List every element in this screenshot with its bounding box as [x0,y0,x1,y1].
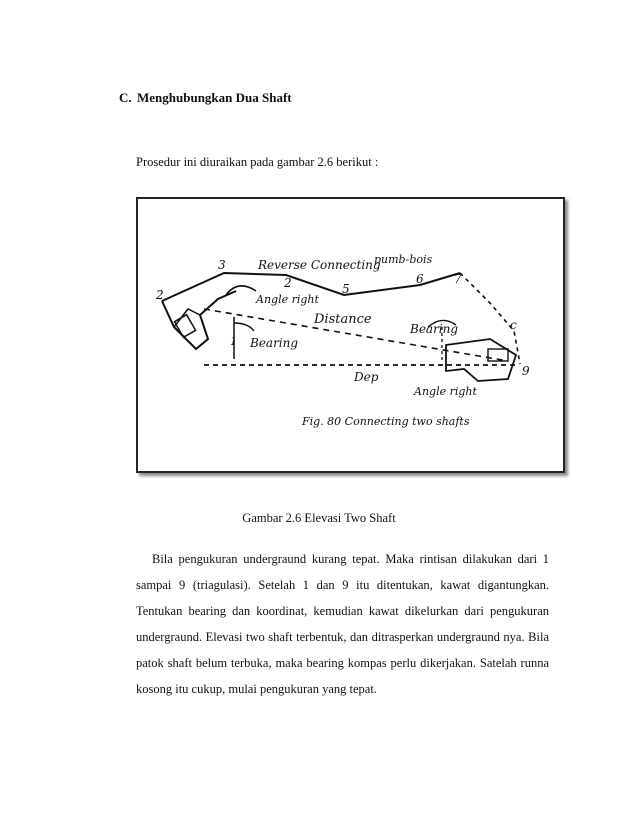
label-reverse: Reverse Connecting [258,258,381,272]
label-distance: Distance [314,312,372,327]
section-title: Menghubungkan Dua Shaft [137,90,292,105]
body-paragraph: Bila pengukuran undergraund kurang tepat. Maka rintisan dilakukan dari 1 sampai 9 (triagulasi). Setelah 1 dan 9 itu ditentukan, kawat digantungkan. Tentukan bearing dan koordinat, kemudian kawat dikelurkan dari pengukuran undergraund. Elevasi two shaft terbentuk, dan ditrasperkan undergraund nya. Bila patok shaft belum terbuka, maka bearing kompas perlu dikerjakan. Satelah runna kosong itu cukup, mulai pengukuran yang tepat. [136,552,549,696]
point-2: 2 [156,288,164,302]
point-7: 7 [454,272,462,286]
point-3: 3 [218,258,226,272]
point-6: 6 [416,272,424,286]
point-5: 5 [342,282,350,296]
shaft-diagram [138,199,563,471]
figure-image [136,197,565,473]
point-9: 9 [522,364,530,378]
label-fig-caption: Fig. 80 Connecting two shafts [302,415,470,428]
point-1: 1 [230,335,237,348]
point-8: c [510,318,517,332]
label-reverse-tail: pumb-bois [374,253,433,266]
label-angle-bottom: Angle right [414,385,477,398]
section-letter: C. [119,90,132,105]
intro-text: Prosedur ini diuraikan pada gambar 2.6 berikut : [136,155,379,169]
section-heading [119,90,292,106]
label-bearing-left: Bearing [250,336,299,350]
figure-caption: Gambar 2.6 Elevasi Two Shaft [242,511,396,525]
label-angle-top: Angle right [256,293,319,306]
label-dep: Dep [354,370,379,384]
point-4: 2 [284,276,292,290]
label-bearing-right: Bearing [410,322,459,336]
